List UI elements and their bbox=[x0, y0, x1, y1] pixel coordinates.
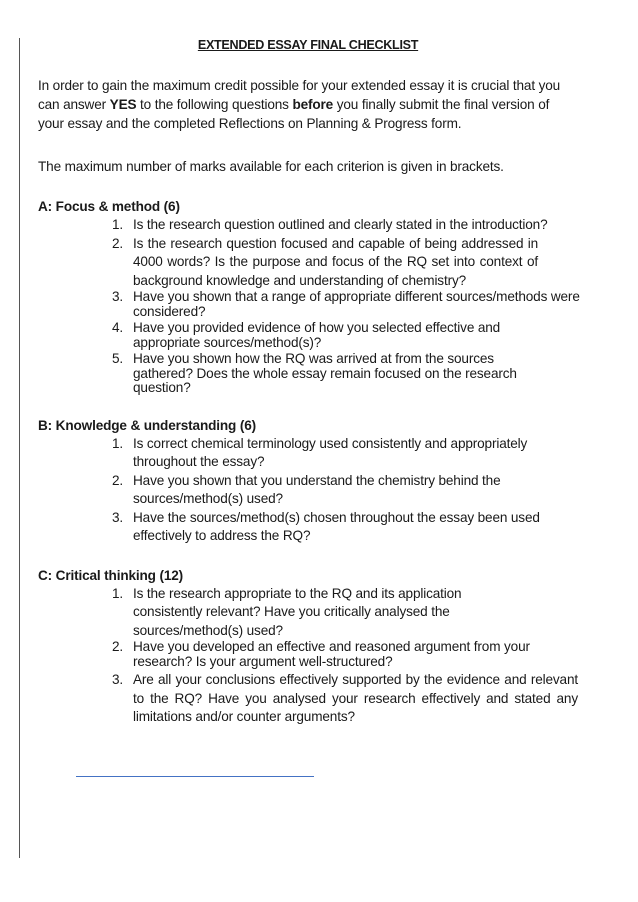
question-list bbox=[38, 585, 578, 727]
question-list bbox=[38, 435, 578, 546]
item-number: 3. bbox=[112, 289, 124, 304]
item-number: 4. bbox=[112, 320, 124, 335]
list-item bbox=[38, 671, 578, 727]
item-number: 3. bbox=[112, 672, 124, 687]
intro-text-3: you finally submit the final version of your essay and the completed Reflections on Planning & Progress form. bbox=[38, 97, 550, 131]
question-list bbox=[38, 216, 578, 396]
footnote-separator-line bbox=[76, 776, 314, 777]
page-title: EXTENDED ESSAY FINAL CHECKLIST bbox=[197, 38, 419, 52]
section-knowledge-understanding bbox=[38, 416, 578, 546]
item-number: 2. bbox=[112, 639, 124, 654]
item-text: Have you provided evidence of how you selected effective and appropriate sources/method(s)? bbox=[133, 320, 501, 350]
list-item bbox=[38, 472, 543, 509]
intro-text-1: In order to gain the maximum credit possible for your extended essay it is crucial that you can answer bbox=[38, 78, 561, 112]
item-text: Is the research question outlined and clearly stated in the introduction? bbox=[133, 217, 548, 232]
item-number: 2. bbox=[112, 235, 124, 251]
item-text: Is the research appropriate to the RQ and its application consistently relevant? Have you critically analysed the sources/method(s) used? bbox=[133, 585, 462, 638]
item-number: 5. bbox=[112, 351, 124, 366]
item-text: Have you shown that you understand the chemistry behind the sources/method(s) used? bbox=[133, 472, 501, 506]
marks-note: The maximum number of marks available for each criterion is given in brackets. bbox=[38, 159, 504, 174]
section-heading: C: Critical thinking (12) bbox=[38, 567, 184, 583]
item-text: Is the research question focused and capable of being addressed in 4000 words? Is the purpose and focus of the RQ set into context of background knowledge and understanding of chemistry? bbox=[133, 235, 538, 288]
item-text: Have the sources/method(s) chosen throughout the essay been used effectively to address the RQ? bbox=[133, 509, 540, 543]
intro-yes: YES bbox=[109, 97, 137, 112]
list-item bbox=[38, 321, 533, 350]
section-focus-method bbox=[38, 197, 578, 396]
list-item bbox=[38, 352, 533, 396]
list-item bbox=[38, 290, 583, 319]
checklist-page bbox=[38, 38, 578, 740]
left-margin-rule bbox=[19, 38, 20, 858]
intro-before: before bbox=[292, 97, 334, 112]
item-number: 1. bbox=[112, 585, 124, 601]
intro-paragraph bbox=[38, 76, 578, 133]
item-text: Are all your conclusions effectively supported by the evidence and relevant to the RQ? Have you analysed your research effectively and stated any limitations and/or counter arguments? bbox=[133, 672, 578, 724]
item-text: Have you developed an effective and reasoned argument from your research? Is your argument well-structured? bbox=[133, 639, 530, 669]
section-heading: B: Knowledge & understanding (6) bbox=[38, 417, 256, 433]
list-item bbox=[38, 585, 533, 641]
item-number: 1. bbox=[112, 217, 124, 232]
item-text: Is correct chemical terminology used consistently and appropriately throughout the essay? bbox=[133, 435, 528, 469]
list-item bbox=[38, 216, 578, 235]
item-text: Have you shown that a range of appropriate different sources/methods were considered? bbox=[133, 289, 580, 319]
section-critical-thinking bbox=[38, 566, 578, 727]
list-item bbox=[38, 235, 538, 291]
list-item bbox=[38, 640, 543, 669]
item-number: 2. bbox=[112, 472, 124, 488]
item-number: 1. bbox=[112, 435, 124, 451]
section-heading: A: Focus & method (6) bbox=[38, 199, 180, 214]
list-item bbox=[38, 509, 573, 546]
item-number: 3. bbox=[112, 509, 124, 525]
item-text: Have you shown how the RQ was arrived at from the sources gathered? Does the whole essay remain focused on the research question? bbox=[133, 351, 517, 395]
list-item bbox=[38, 435, 553, 472]
intro-text-2: to the following questions bbox=[136, 97, 293, 112]
